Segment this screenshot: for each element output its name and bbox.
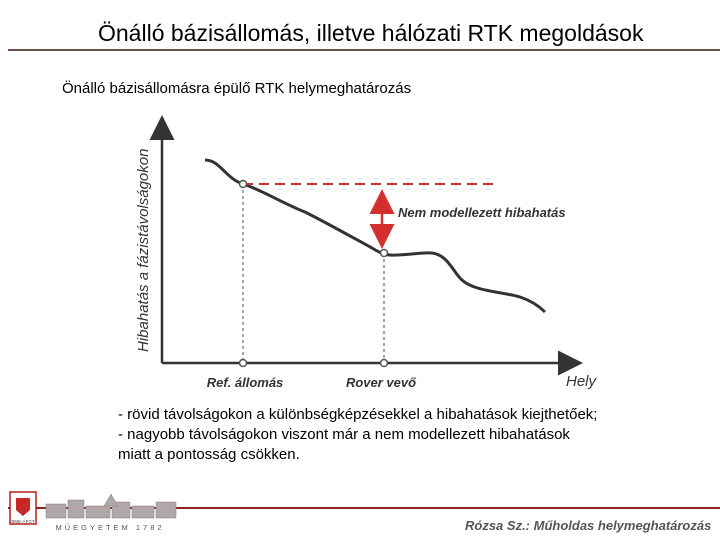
ref-axis-point [240,360,247,367]
ref-station-label: Ref. állomás [206,375,284,390]
rover-curve-point [381,250,388,257]
section-subtitle: Önálló bázisállomásra épülő RTK helymeghatározás [62,80,412,97]
bullet-list [118,405,678,465]
error-label: Nem modellezett hibahatás [398,205,566,220]
y-axis-label: Hibahatás a fázistávolságokon [135,148,152,352]
rover-label: Rover vevő [345,375,417,390]
rover-axis-point [381,360,388,367]
error-curve [205,160,545,312]
x-axis-label: Hely [566,373,597,390]
bullet-item: miatt a pontosság csökken. [118,446,300,463]
footer-credit: Rózsa Sz.: Műholdas helymeghatározás [465,518,712,533]
logo-badge-text: BME-ÁFGT [11,519,35,524]
page-title: Önálló bázisállomás, illetve hálózati RTK megoldások [98,20,644,46]
bullet-item: - rövid távolságokon a különbségképzésekkel a hibahatások kiejthetőek; [118,406,598,423]
logo-caption: MŰEGYETEM 1782 [55,523,165,532]
university-logo [8,490,188,534]
bullet-item: - nagyobb távolságokon viszont már a nem modellezett hibahatások [118,426,570,443]
ref-curve-point [240,181,247,188]
